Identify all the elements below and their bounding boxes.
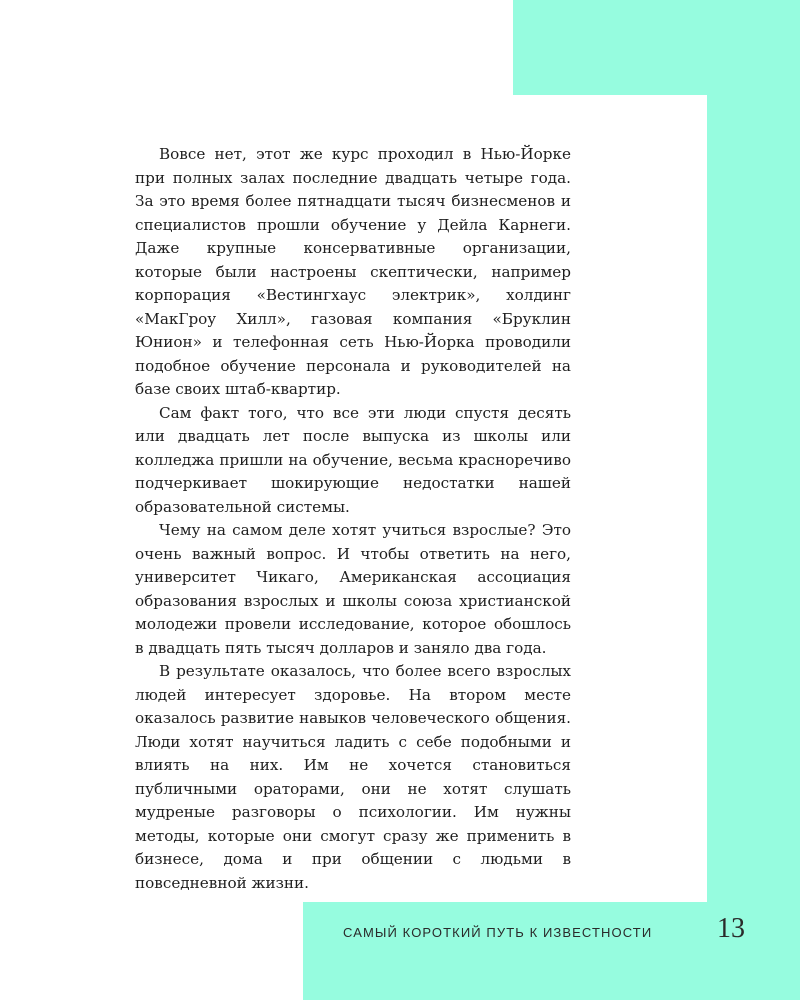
paragraph-4: В результате оказалось, что более всего взрослых людей интересует здоровье. На втором месте оказалось развитие навыков человеческого общения. Люди хотят научиться ладить с себе подобными и влиять на них. Им не хочется становиться публичными ораторами, они не хотят слушать мудреные разговоры о психологии. Им нужны методы, которые они смогут сразу же применить в бизнесе, дома и при общении с людьми в повседневной жизни. bbox=[135, 662, 571, 892]
running-title: САМЫЙ КОРОТКИЙ ПУТЬ К ИЗВЕСТНОСТИ bbox=[343, 925, 653, 940]
paragraph-2: Сам факт того, что все эти люди спустя десять или двадцать лет после выпуска из школы или колледжа пришли на обучение, весьма красноречиво подчеркивает шокирующие недостатки нашей образовательной системы. bbox=[135, 403, 571, 516]
paragraph-3: Чему на самом деле хотят учиться взрослые? Это очень важный вопрос. И чтобы ответить на него, университет Чикаго, Американская ассоциация образования взрослых и школы союза христианской молодежи провели исследование, которое обошлось в двадцать пять тысяч долларов и заняло два года. bbox=[135, 521, 571, 657]
paragraph-1: Вовсе нет, этот же курс проходил в Нью-Йорке при полных залах последние двадцать четыре года. За это время более пятнадцати тысяч бизнесменов и специалистов прошли обучение у Дейла Карнеги. Даже крупные консервативные организации, которые были настроены скептически, например корпорация «Вестингхаус электрик», холдинг «МакГроу Хилл», газовая компания «Бруклин Юнион» и телефонная сеть Нью-Йорка проводили подобное обучение персонала и руководителей на базе своих штаб-квартир. bbox=[135, 145, 571, 398]
accent-block-right bbox=[707, 0, 800, 1000]
page-number: 13 bbox=[717, 913, 745, 944]
page-body-text bbox=[135, 143, 571, 895]
